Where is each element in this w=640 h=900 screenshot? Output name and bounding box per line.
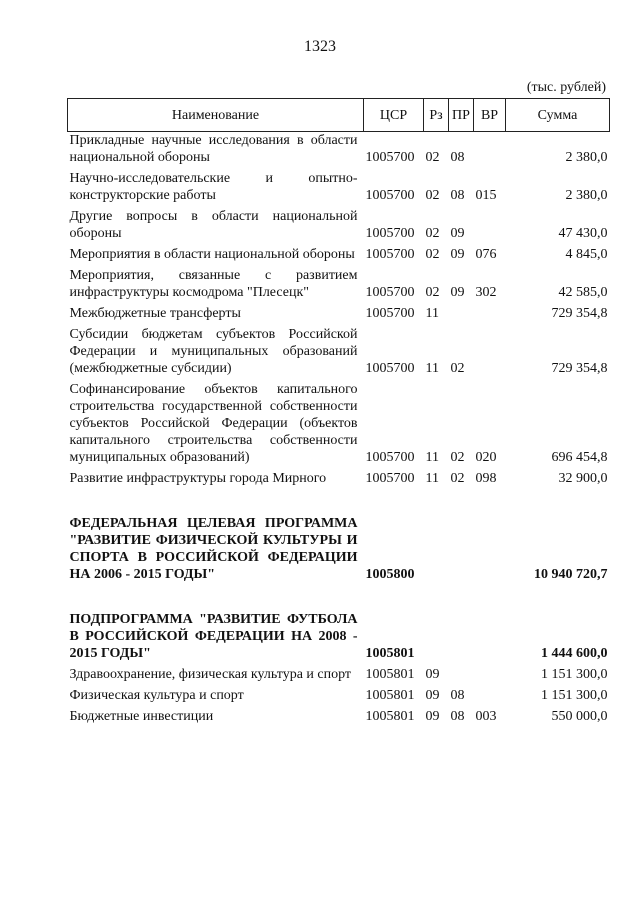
table-row bbox=[68, 132, 610, 171]
cell-name: Мероприятия, связанные с развитием инфраструктуры космодрома "Плесецк" bbox=[69, 268, 358, 300]
cell-csr: 1005801 bbox=[365, 667, 415, 682]
spacer-row bbox=[68, 491, 610, 515]
cell-csr: 1005700 bbox=[365, 226, 415, 241]
table-row bbox=[68, 208, 610, 246]
cell-rz: 09 bbox=[425, 709, 440, 724]
table-row bbox=[68, 687, 610, 708]
budget-table bbox=[67, 98, 610, 729]
cell-vr: 302 bbox=[475, 285, 497, 300]
cell-pr bbox=[449, 611, 474, 666]
table-row bbox=[68, 170, 610, 208]
cell-name: Субсидии бюджетам субъектов Российской Федерации и муниципальных образований (межбюджетные субсидии) bbox=[69, 327, 358, 376]
cell-vr bbox=[474, 666, 506, 687]
table-row bbox=[68, 515, 610, 587]
cell-csr: 1005700 bbox=[365, 188, 415, 203]
cell-rz: 02 bbox=[425, 226, 440, 241]
cell-pr bbox=[449, 515, 474, 587]
cell-sum: 729 354,8 bbox=[551, 306, 608, 321]
spacer-row bbox=[68, 587, 610, 611]
cell-vr: 076 bbox=[475, 247, 497, 262]
cell-sum: 42 585,0 bbox=[558, 285, 608, 300]
cell-pr: 09 bbox=[450, 247, 465, 262]
spacer-cell bbox=[68, 587, 610, 611]
cell-csr: 1005700 bbox=[365, 471, 415, 486]
cell-rz: 11 bbox=[425, 306, 439, 321]
cell-rz: 09 bbox=[425, 667, 440, 682]
header-rz: Рз bbox=[424, 99, 449, 132]
cell-sum: 4 845,0 bbox=[565, 247, 608, 262]
cell-rz: 02 bbox=[425, 285, 440, 300]
cell-pr: 08 bbox=[450, 709, 465, 724]
cell-csr: 1005700 bbox=[365, 150, 415, 165]
cell-sum: 10 940 720,7 bbox=[534, 567, 608, 582]
cell-vr: 003 bbox=[475, 709, 497, 724]
header-vr: ВР bbox=[474, 99, 506, 132]
table-row bbox=[68, 326, 610, 381]
cell-rz: 11 bbox=[425, 471, 439, 486]
cell-sum: 550 000,0 bbox=[551, 709, 608, 724]
header-name: Наименование bbox=[68, 99, 364, 132]
units-label: (тыс. рублей) bbox=[526, 80, 606, 95]
header-csr: ЦСР bbox=[364, 99, 424, 132]
table-row bbox=[68, 305, 610, 326]
cell-pr: 09 bbox=[450, 285, 465, 300]
table-row bbox=[68, 381, 610, 470]
table-row bbox=[68, 470, 610, 491]
cell-csr: 1005700 bbox=[365, 361, 415, 376]
cell-csr: 1005800 bbox=[365, 567, 415, 582]
cell-pr: 02 bbox=[450, 471, 465, 486]
cell-vr: 020 bbox=[475, 450, 497, 465]
cell-name: Прикладные научные исследования в области национальной обороны bbox=[69, 133, 358, 165]
cell-csr: 1005801 bbox=[365, 688, 415, 703]
cell-sum: 1 151 300,0 bbox=[541, 667, 608, 682]
cell-name: Мероприятия в области национальной обороны bbox=[69, 247, 355, 262]
cell-vr: 015 bbox=[475, 188, 497, 203]
cell-csr: 1005700 bbox=[365, 306, 415, 321]
cell-name: Другие вопросы в области национальной обороны bbox=[69, 209, 358, 241]
cell-vr: 098 bbox=[475, 471, 497, 486]
cell-vr bbox=[474, 132, 506, 171]
cell-vr bbox=[474, 687, 506, 708]
cell-pr: 02 bbox=[450, 361, 465, 376]
cell-pr: 08 bbox=[450, 188, 465, 203]
cell-vr bbox=[474, 208, 506, 246]
cell-name: Софинансирование объектов капитального строительства государственной собственности субъектов Российской Федерации (объектов капитального строительства собственности муниципальных образований) bbox=[69, 382, 358, 465]
cell-rz: 02 bbox=[425, 150, 440, 165]
cell-name: Развитие инфраструктуры города Мирного bbox=[69, 471, 327, 486]
cell-name: Здравоохранение, физическая культура и спорт bbox=[69, 667, 352, 682]
cell-name: ФЕДЕРАЛЬНАЯ ЦЕЛЕВАЯ ПРОГРАММА "РАЗВИТИЕ ФИЗИЧЕСКОЙ КУЛЬТУРЫ И СПОРТА В РОССИЙСКОЙ ФЕДЕРАЦИИ НА 2006 - 2015 ГОДЫ" bbox=[69, 516, 358, 582]
cell-pr: 08 bbox=[450, 150, 465, 165]
table-row bbox=[68, 611, 610, 666]
cell-csr: 1005700 bbox=[365, 450, 415, 465]
table-row bbox=[68, 666, 610, 687]
table-row bbox=[68, 246, 610, 267]
cell-vr bbox=[474, 515, 506, 587]
cell-name: ПОДПРОГРАММА "РАЗВИТИЕ ФУТБОЛА В РОССИЙСКОЙ ФЕДЕРАЦИИ НА 2008 - 2015 ГОДЫ" bbox=[69, 612, 358, 661]
cell-csr: 1005700 bbox=[365, 285, 415, 300]
cell-name: Бюджетные инвестиции bbox=[69, 709, 214, 724]
table-row bbox=[68, 708, 610, 729]
cell-sum: 696 454,8 bbox=[551, 450, 608, 465]
cell-rz: 09 bbox=[425, 688, 440, 703]
cell-name: Физическая культура и спорт bbox=[69, 688, 244, 703]
cell-pr: 08 bbox=[450, 688, 465, 703]
header-sum: Сумма bbox=[506, 99, 610, 132]
cell-sum: 1 444 600,0 bbox=[541, 646, 608, 661]
header-pr: ПР bbox=[449, 99, 474, 132]
cell-csr: 1005801 bbox=[365, 709, 415, 724]
table-row bbox=[68, 267, 610, 305]
cell-rz: 02 bbox=[425, 247, 440, 262]
cell-vr bbox=[474, 611, 506, 666]
cell-vr bbox=[474, 326, 506, 381]
cell-pr: 02 bbox=[450, 450, 465, 465]
cell-pr bbox=[449, 666, 474, 687]
cell-pr: 09 bbox=[450, 226, 465, 241]
cell-vr bbox=[474, 305, 506, 326]
spacer-cell bbox=[68, 491, 610, 515]
cell-csr: 1005801 bbox=[365, 646, 415, 661]
cell-sum: 729 354,8 bbox=[551, 361, 608, 376]
table-header-row bbox=[68, 99, 610, 132]
cell-csr: 1005700 bbox=[365, 247, 415, 262]
cell-rz bbox=[424, 611, 449, 666]
cell-rz: 02 bbox=[425, 188, 440, 203]
cell-rz bbox=[424, 515, 449, 587]
cell-name: Межбюджетные трансферты bbox=[69, 306, 241, 321]
cell-pr bbox=[449, 305, 474, 326]
cell-sum: 32 900,0 bbox=[558, 471, 608, 486]
cell-rz: 11 bbox=[425, 361, 439, 376]
cell-rz: 11 bbox=[425, 450, 439, 465]
cell-name: Научно-исследовательские и опытно-конструкторские работы bbox=[69, 171, 358, 203]
page-number: 1323 bbox=[304, 38, 336, 55]
cell-sum: 1 151 300,0 bbox=[541, 688, 608, 703]
table-body bbox=[68, 132, 610, 730]
cell-sum: 47 430,0 bbox=[558, 226, 608, 241]
cell-sum: 2 380,0 bbox=[565, 188, 608, 203]
cell-sum: 2 380,0 bbox=[565, 150, 608, 165]
